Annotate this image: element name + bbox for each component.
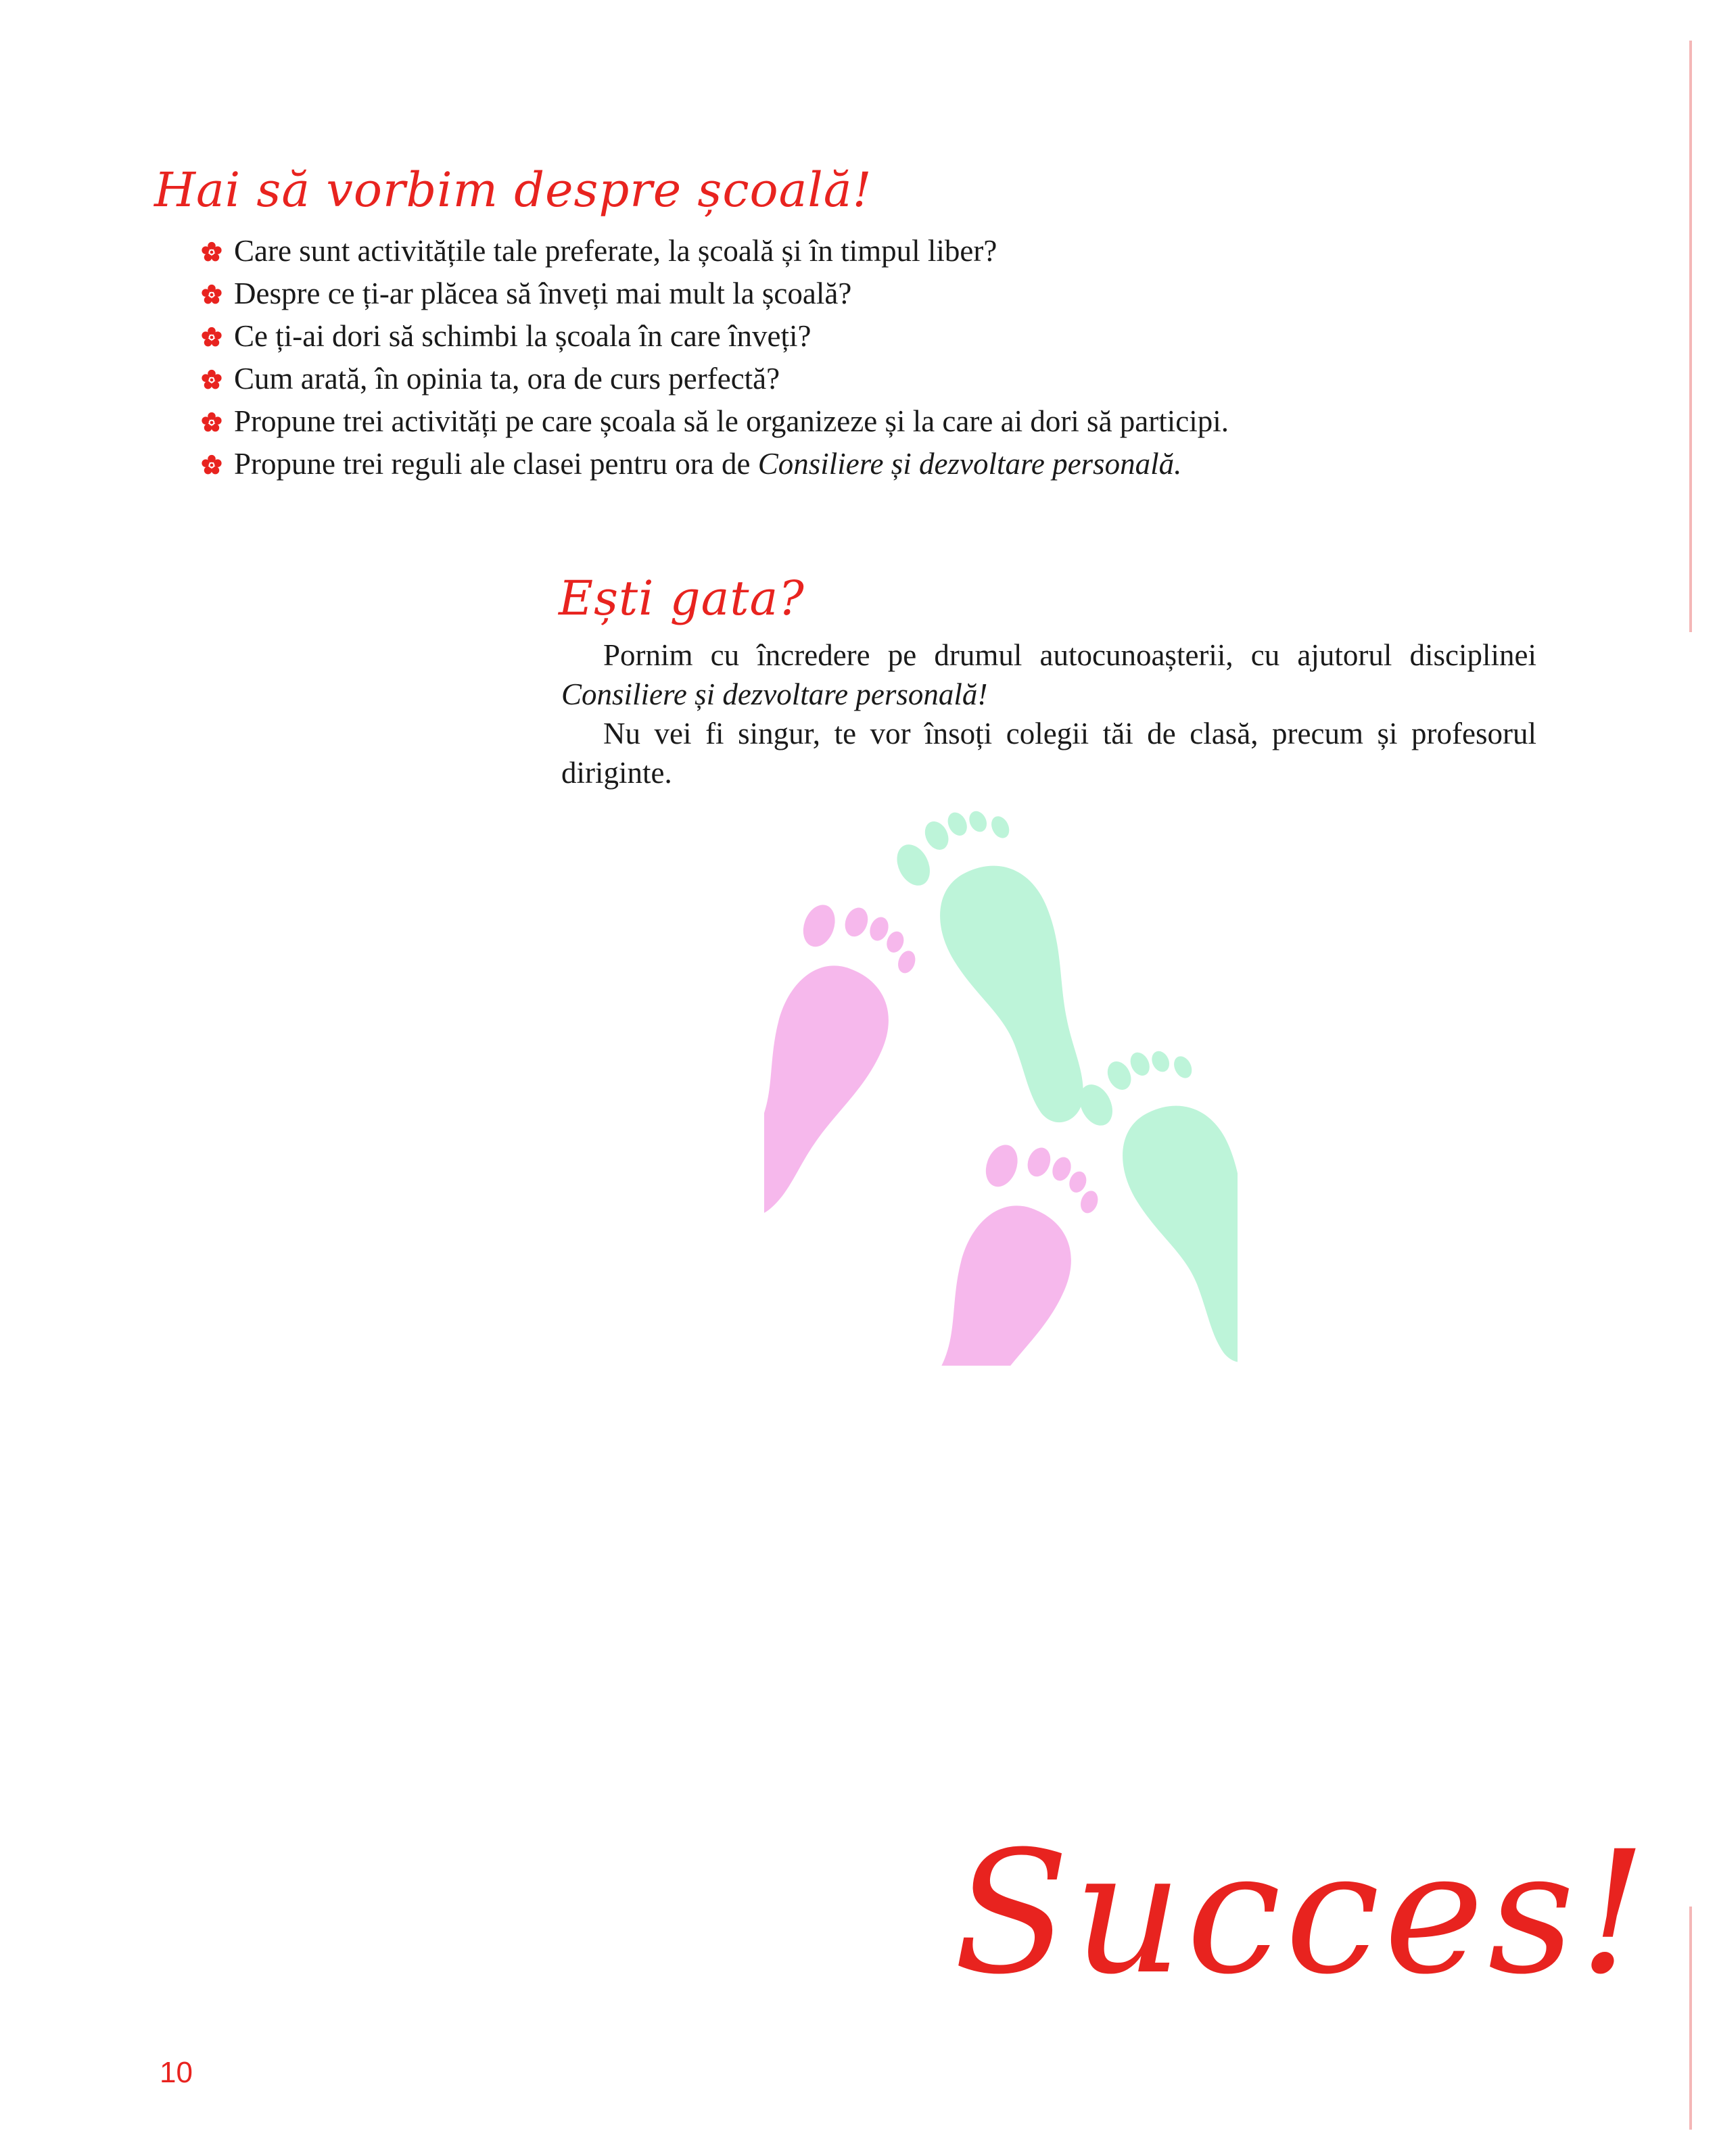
list-item bbox=[200, 230, 1553, 272]
closing-message: Succes! bbox=[954, 1815, 1651, 2011]
paragraph-1-emphasis: Consiliere și dezvoltare personală! bbox=[561, 677, 988, 711]
paragraph-1-text: Pornim cu încredere pe drumul autocunoașterii, cu ajutorul disciplinei bbox=[603, 638, 1536, 672]
list-item bbox=[200, 272, 1553, 315]
question-list bbox=[200, 230, 1553, 485]
list-item-text: Cum arată, în opinia ta, ora de curs perfectă? bbox=[234, 362, 780, 396]
margin-line-top bbox=[1689, 41, 1692, 632]
list-item bbox=[200, 443, 1553, 485]
list-item-text: Ce ți-ai dori să schimbi la școala în care înveți? bbox=[234, 319, 812, 353]
list-item-text: Propune trei activități pe care școala să le organizeze și la care ai dori să participi. bbox=[234, 404, 1229, 438]
page-number: 10 bbox=[160, 2056, 193, 2089]
section-heading-ready: Ești gata? bbox=[559, 571, 805, 626]
section-heading-school: Hai să vorbim despre școală! bbox=[154, 162, 872, 218]
pink-footprint-top bbox=[764, 892, 926, 1241]
list-item-text: Despre ce ți-ar plăcea să înveți mai mult la școală? bbox=[234, 277, 852, 310]
pink-footprint-bottom bbox=[886, 1132, 1109, 1366]
list-item-emphasis: Consiliere și dezvoltare personală. bbox=[757, 447, 1182, 481]
intro-paragraphs bbox=[561, 636, 1536, 792]
margin-line-bottom bbox=[1689, 1907, 1692, 2130]
flower-bullet-icon bbox=[200, 454, 223, 477]
list-item-text: Propune trei reguli ale clasei pentru ora de bbox=[234, 447, 758, 481]
flower-bullet-icon bbox=[200, 241, 223, 264]
paragraph-2: Nu vei fi singur, te vor însoți colegii tăi de clasă, precum și profesorul diriginte. bbox=[561, 717, 1536, 790]
list-item bbox=[200, 358, 1553, 400]
paragraph-1 bbox=[561, 636, 1536, 714]
footprints-icon bbox=[764, 784, 1238, 1366]
flower-bullet-icon bbox=[200, 368, 223, 391]
flower-bullet-icon bbox=[200, 326, 223, 349]
list-item bbox=[200, 400, 1553, 443]
list-item-text: Care sunt activitățile tale preferate, la școală și în timpul liber? bbox=[234, 234, 997, 268]
flower-bullet-icon bbox=[200, 411, 223, 434]
list-item bbox=[200, 315, 1553, 358]
flower-bullet-icon bbox=[200, 283, 223, 306]
